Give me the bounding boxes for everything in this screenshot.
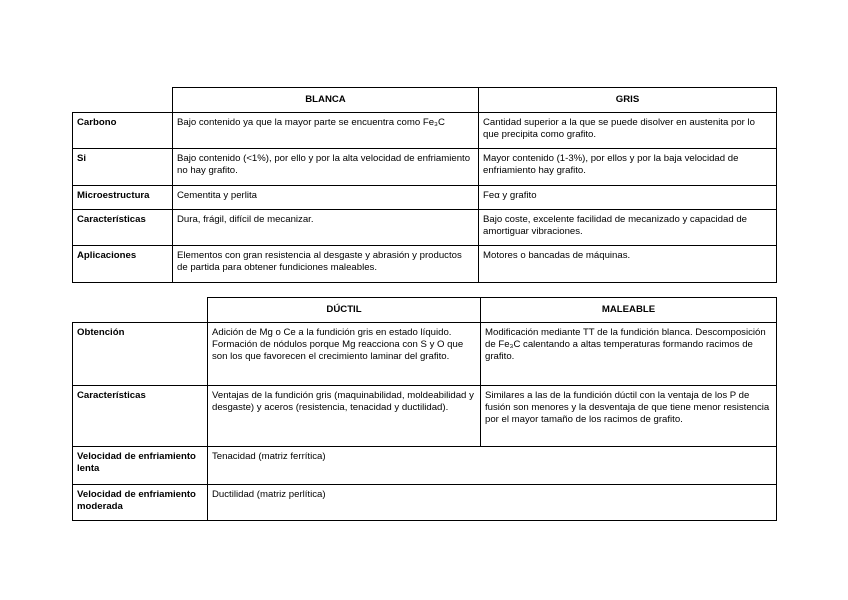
row-label: Velocidad de enfriamiento moderada <box>73 485 208 521</box>
cell-blanca: Dura, frágil, difícil de mecanizar. <box>173 210 479 246</box>
cell-gris: Motores o bancadas de máquinas. <box>479 246 777 283</box>
cell-blanca: Bajo contenido ya que la mayor parte se encuentra como Fe₃C <box>173 113 479 149</box>
header-blanca: BLANCA <box>173 88 479 113</box>
table-row <box>73 186 777 210</box>
cell-gris: Cantidad superior a la que se puede disolver en austenita por lo que precipita como grafito. <box>479 113 777 149</box>
table-row <box>73 485 777 521</box>
row-label: Características <box>73 210 173 246</box>
row-label: Características <box>73 386 208 447</box>
header-maleable: MALEABLE <box>481 298 777 323</box>
cell-blanca: Bajo contenido (<1%), por ello y por la alta velocidad de enfriamiento no hay grafito. <box>173 149 479 186</box>
row-label: Velocidad de enfriamiento lenta <box>73 447 208 485</box>
cell-blanca: Cementita y perlita <box>173 186 479 210</box>
cell-blanca: Elementos con gran resistencia al desgaste y abrasión y productos de partida para obtener fundiciones maleables. <box>173 246 479 283</box>
fundicion-ductil-maleable-table <box>72 297 777 521</box>
row-label: Obtención <box>73 323 208 386</box>
cell-ductil: Adición de Mg o Ce a la fundición gris en estado líquido. Formación de nódulos porque Mg reacciona con S y O que son los que favorecen el crecimiento laminar del grafito. <box>208 323 481 386</box>
cell-maleable: Similares a las de la fundición dúctil con la ventaja de los P de fusión son menores y la desventaja de que tiene menor resistencia por el mayor tamaño de los racimos de grafito. <box>481 386 777 447</box>
empty-corner-cell <box>73 88 173 113</box>
header-ductil: DÚCTIL <box>208 298 481 323</box>
table-row <box>73 113 777 149</box>
cell-gris: Bajo coste, excelente facilidad de mecanizado y capacidad de amortiguar vibraciones. <box>479 210 777 246</box>
cell-merged: Ductilidad (matriz perlítica) <box>208 485 777 521</box>
header-row <box>73 88 777 113</box>
row-label: Si <box>73 149 173 186</box>
header-row <box>73 298 777 323</box>
fundicion-blanca-gris-table <box>72 87 777 283</box>
empty-corner-cell <box>73 298 208 323</box>
row-label: Carbono <box>73 113 173 149</box>
header-gris: GRIS <box>479 88 777 113</box>
table-row <box>73 246 777 283</box>
table-row <box>73 447 777 485</box>
cell-maleable: Modificación mediante TT de la fundición blanca. Descomposición de Fe₃C calentando a altas temperaturas formando racimos de grafito. <box>481 323 777 386</box>
table-row <box>73 323 777 386</box>
cell-ductil: Ventajas de la fundición gris (maquinabilidad, moldeabilidad y desgaste) y aceros (resistencia, tenacidad y ductilidad). <box>208 386 481 447</box>
table-row <box>73 210 777 246</box>
table-row <box>73 386 777 447</box>
cell-merged: Tenacidad (matriz ferrítica) <box>208 447 777 485</box>
cell-gris: Feα y grafito <box>479 186 777 210</box>
table-row <box>73 149 777 186</box>
cell-gris: Mayor contenido (1-3%), por ellos y por la baja velocidad de enfriamiento hay grafito. <box>479 149 777 186</box>
row-label: Microestructura <box>73 186 173 210</box>
row-label: Aplicaciones <box>73 246 173 283</box>
